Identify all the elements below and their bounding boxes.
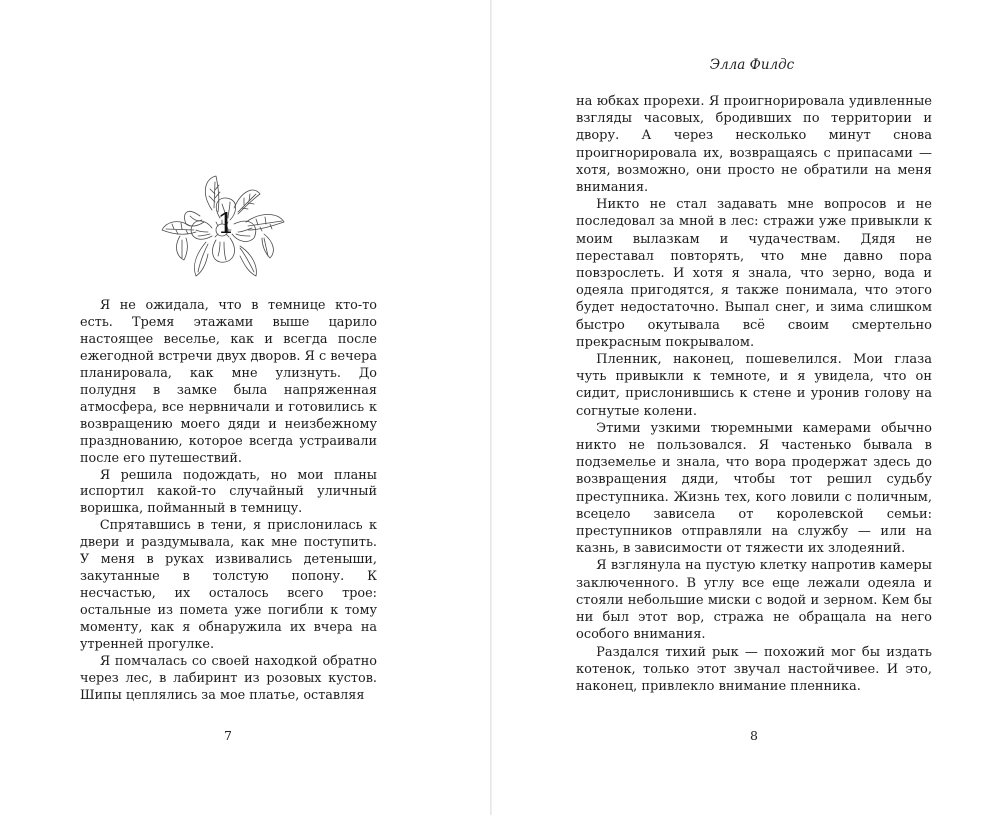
paragraph: Никто не стал задавать мне вопросов и не последовал за мной в лес: стражи уже привыкли к моим вылазкам и чудачествам. Дядя не переставал повторять, что мне давно пора повзрослеть. И хотя я знала, что зерно, вода и одеяла пригодятся, я также понимала, что этого будет недостаточно. Выпал снег, и зима слишком быстро окутывала всё своим смертельно прекрасным покрывалом. [576,197,932,350]
running-head: Элла Филдс [709,57,795,73]
paragraph: Я не ожидала, что в темнице кто-то есть. Тремя этажами выше царило настоящее веселье, как и всегда после ежегодной встречи двух дворов. Я с вечера планировала, как мне улизнуть. До полудня в замке была напряженная атмосфера, все нервничали и готовились к возвращению моего дяди и неизбежному празднованию, которое всегда устраивали после его путешествий. [80,298,377,466]
left-page [0,0,490,815]
paragraph: Этими узкими тюремными камерами обычно никто не пользовался. Я частенько бывала в подземелье и знала, что вора продержат здесь до возвращения дяди, чтобы тот решил судьбу преступника. Жизнь тех, кого ловили с поличным, всецело зависела от королевской семьи: преступников отправляли на службу — или на казнь, в зависимости от тяжести их злодеяний. [576,420,932,557]
right-page [492,0,983,815]
right-page-body [576,93,932,695]
page-number: 7 [224,728,232,743]
paragraph: на юбках прорехи. Я проигнорировала удивленные взгляды часовых, бродивших по территории и двору. А через несколько минут снова проигнорировала их, возвращаясь с припасами — хотя, возможно, они просто не обратили на меня внимания. [576,94,932,196]
paragraph: Я взглянула на пустую клетку напротив камеры заключенного. В углу все еще лежали одеяла и стояли небольшие миски с водой и зерном. Кем бы ни был этот вор, стража не обращала на него особого внимания. [576,558,932,643]
left-page-body [80,298,377,705]
page-number: 8 [750,728,758,743]
chapter-number: 1 [217,207,235,240]
paragraph: Я помчалась со своей находкой обратно через лес, в лабиринт из розовых кустов. Шипы цеплялись за мое платье, оставляя [80,654,377,703]
paragraph: Я решила подождать, но мои планы испортил какой-то случайный уличный воришка, пойманный в темницу. [80,467,377,517]
paragraph: Пленник, наконец, пошевелился. Мои глаза чуть привыкли к темноте, и я увидела, что он сидит, прислонившись к стене и уронив голову на согнутые колени. [576,352,932,419]
paragraph: Раздался тихий рык — похожий мог бы издать котенок, только этот звучал настойчивее. И это, наконец, привлекло внимание пленника. [576,644,932,694]
paragraph: Спрятавшись в тени, я прислонилась к двери и раздумывала, как мне поступить. У меня в руках извивались детеныши, закутанные в толстую попону. К несчастью, их осталось всего трое: остальные из пометa уже погибли к тому моменту, как я обнаружила их вчера на утренней прогулке. [80,518,377,653]
